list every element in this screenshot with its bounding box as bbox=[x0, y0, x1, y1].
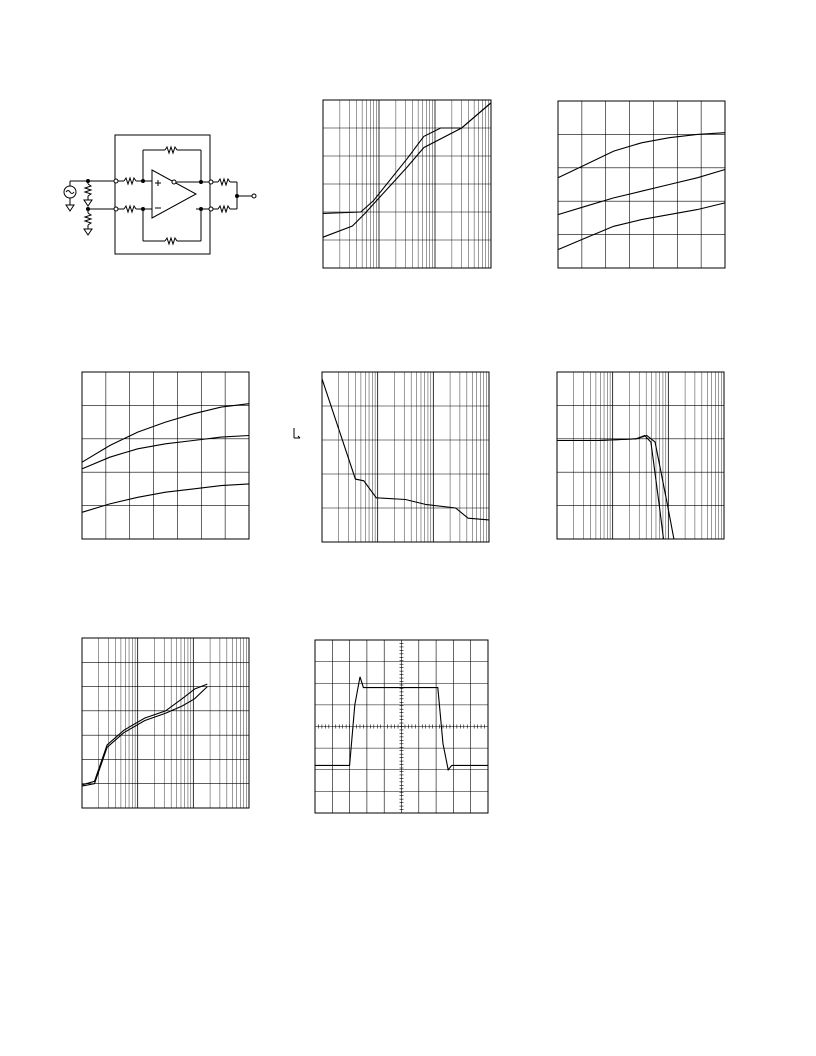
series-line-3 bbox=[82, 484, 249, 512]
chart-svg bbox=[82, 638, 249, 808]
chart-1 bbox=[323, 100, 491, 268]
resistor-icon bbox=[85, 184, 91, 196]
series-line-1 bbox=[558, 133, 725, 178]
ground-icon bbox=[66, 205, 74, 211]
test-circuit-schematic bbox=[55, 130, 270, 260]
chart-frame bbox=[557, 372, 724, 539]
axis-marker-icon bbox=[292, 427, 304, 441]
chart-frame bbox=[82, 638, 249, 808]
series-line-1 bbox=[82, 404, 249, 463]
chart-4 bbox=[322, 372, 489, 542]
chart-grid bbox=[322, 372, 489, 542]
chart-frame bbox=[558, 101, 725, 268]
output-terminal-icon bbox=[252, 194, 256, 198]
op-amp-symbol bbox=[152, 170, 196, 218]
series-line-2 bbox=[558, 170, 725, 215]
chart-grid bbox=[82, 372, 249, 539]
series-line-2 bbox=[82, 436, 249, 469]
chart-svg bbox=[558, 101, 725, 268]
chart-svg bbox=[315, 640, 488, 813]
chart-5 bbox=[557, 372, 724, 539]
chart-7 bbox=[315, 640, 488, 813]
series-line-3 bbox=[558, 203, 725, 250]
chart-svg bbox=[322, 372, 489, 542]
chart-grid bbox=[557, 372, 724, 539]
series-line-1 bbox=[82, 687, 207, 787]
chart-frame bbox=[82, 372, 249, 539]
series-line-2 bbox=[82, 684, 207, 785]
chart-2 bbox=[558, 101, 725, 268]
chart-6 bbox=[82, 638, 249, 808]
circuit-svg bbox=[55, 130, 270, 260]
series-line-2 bbox=[323, 103, 491, 237]
chart-grid bbox=[82, 638, 249, 808]
series-line-1 bbox=[323, 103, 491, 214]
chart-grid bbox=[558, 101, 725, 268]
chart-svg bbox=[82, 372, 249, 539]
chart-grid bbox=[315, 640, 488, 813]
chart-grid bbox=[323, 100, 491, 268]
chart-svg bbox=[557, 372, 724, 539]
chart-frame bbox=[322, 372, 489, 542]
chart-3 bbox=[82, 372, 249, 539]
chart-svg bbox=[323, 100, 491, 268]
series-line-1 bbox=[322, 379, 489, 520]
